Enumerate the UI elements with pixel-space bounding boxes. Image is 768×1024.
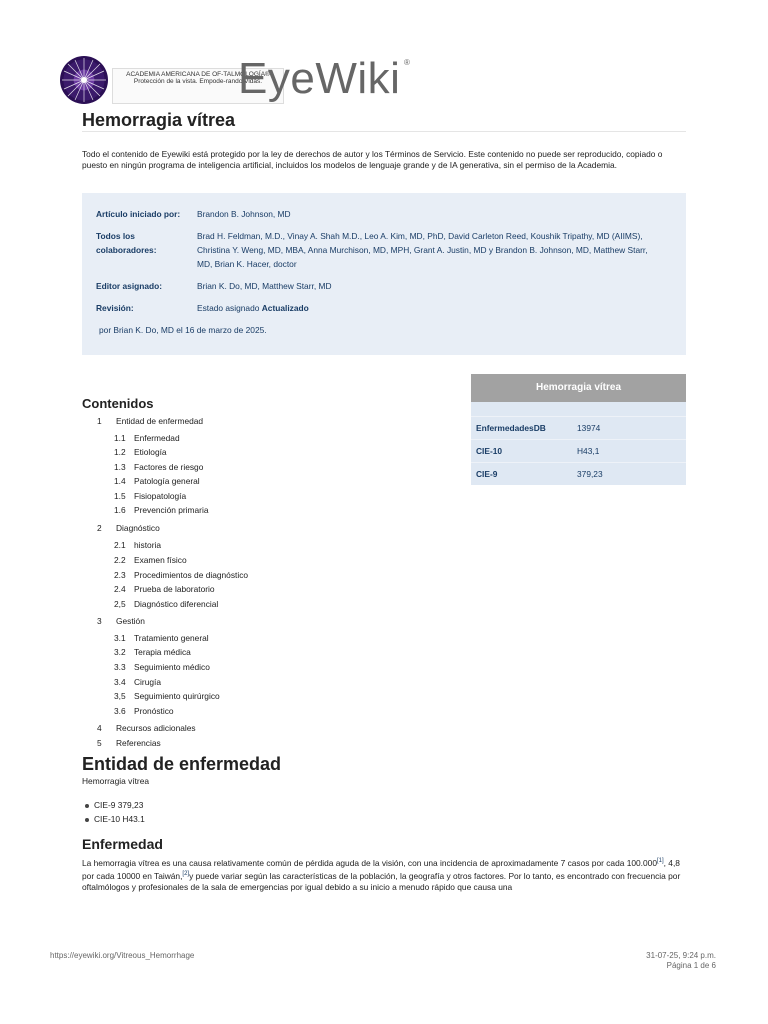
contributors-label: Todos los colaboradores:	[96, 231, 157, 255]
toc-item-number: 1.4	[114, 476, 126, 486]
paragraph-text: La hemorragia vítrea es una causa relativamente común de pérdida aguda de la visión, con una incidencia de aproximadamente 7 casos por cada 100.000	[82, 857, 657, 868]
infobox-value[interactable]: H43,1	[577, 446, 600, 456]
toc-item[interactable]	[97, 723, 196, 733]
academy-name: ACADEMIA AMERICANA DE OF-TALMOLOGÍA® Protección de la vista. Empode-rando Vidas.	[112, 68, 284, 104]
aao-eye-logo-icon[interactable]	[60, 56, 108, 104]
toc-item[interactable]	[114, 599, 218, 609]
infobox	[471, 374, 686, 485]
paragraph-text: y puede variar según las características de la población, la geografía y otros factores. Por lo tanto, es encontrado con frecuencia por oftalmólogos y profesionales de la sala de emergencias por igual debido a su inicio a menudo rápido que causa una	[82, 870, 681, 892]
toc-item-number: 3.3	[114, 662, 126, 672]
infobox-value[interactable]: 13974	[577, 423, 601, 433]
footer-date: 31-07-25, 9:24 p.m.	[646, 951, 716, 960]
reference-link[interactable]: [2]	[182, 871, 190, 877]
toc-item-label[interactable]: Enfermedad	[134, 433, 180, 443]
toc-item-number: 3,5	[114, 691, 126, 701]
toc-item-number: 1	[97, 416, 102, 426]
toc-item[interactable]	[114, 662, 210, 672]
contributors-value[interactable]: Brad H. Feldman, M.D., Vinay A. Shah M.D., Leo A. Kim, MD, PhD, David Carleton Reed, Koushik Tripathy, MD (AIIMS), Christina Y. Weng, MD, MBA, Anna Murchison, MD, MPH, Grant A. Justin, MD y Brandon B. Johnson, MD, Matthew Starr, MD, Brian K. Hacer, doctor	[197, 231, 648, 269]
toc-item-label[interactable]: Prueba de laboratorio	[134, 584, 215, 594]
review-value	[197, 301, 657, 323]
assigned-editor-label: Editor asignado:	[96, 281, 163, 291]
toc-item-label[interactable]: Examen físico	[134, 555, 187, 565]
toc-item-label[interactable]: Etiología	[134, 447, 167, 457]
toc-item-label[interactable]: historia	[134, 540, 161, 550]
toc-item-number: 2.4	[114, 584, 126, 594]
toc-item[interactable]	[114, 706, 174, 716]
toc-item-number: 3.6	[114, 706, 126, 716]
toc-item-label[interactable]: Seguimiento médico	[134, 662, 210, 672]
toc-item[interactable]	[114, 540, 161, 550]
page-title: Hemorragia vítrea	[82, 110, 236, 130]
toc-item-label[interactable]: Terapia médica	[134, 647, 191, 657]
toc-item-label[interactable]: Seguimiento quirúrgico	[134, 691, 220, 701]
started-by-label: Artículo iniciado por:	[96, 209, 181, 219]
toc-item-label[interactable]: Entidad de enfermedad	[116, 416, 204, 426]
toc-item[interactable]	[114, 462, 203, 472]
toc-item[interactable]	[114, 633, 209, 643]
toc-item[interactable]	[97, 616, 145, 626]
toc-item[interactable]	[114, 584, 215, 594]
infobox-key[interactable]: CIE-9	[476, 469, 498, 479]
toc-item-number: 3.4	[114, 677, 126, 687]
toc-item-number: 2.1	[114, 540, 126, 550]
footer-meta	[646, 951, 716, 971]
toc-item-number: 1.6	[114, 505, 126, 515]
infobox-row	[471, 439, 686, 462]
toc-item-label[interactable]: Diagnóstico diferencial	[134, 599, 219, 609]
toc-item-number: 2,5	[114, 599, 126, 609]
title-divider	[82, 131, 686, 132]
eyewiki-logo-text[interactable]: EyeWiki	[238, 54, 401, 103]
toc-item-label[interactable]: Cirugía	[134, 677, 161, 687]
toc-title: Contenidos	[82, 396, 154, 411]
toc-item-number: 2.2	[114, 555, 126, 565]
toc-item[interactable]	[114, 447, 167, 457]
list-item: CIE-9 379,23	[90, 800, 145, 814]
copyright-notice: Todo el contenido de Eyewiki está protegido por la ley de derechos de autor y los Términos de Servicio. Este contenido no puede ser reproducido, copiado o puesto en ningún programa de inteligencia artificial, incluidos los modelos de lenguaje grande y de IA generativa, sin el permiso de la Academia.	[82, 149, 663, 170]
infobox-key[interactable]: EnfermedadesDB	[476, 423, 546, 433]
toc-item-label[interactable]: Tratamiento general	[134, 633, 209, 643]
list-item: CIE-10 H43.1	[90, 814, 145, 828]
toc-item-label[interactable]: Gestión	[116, 616, 145, 626]
toc-item-number: 3.2	[114, 647, 126, 657]
toc-item-number: 1.1	[114, 433, 126, 443]
toc-item-number: 2	[97, 523, 102, 533]
toc-item-label[interactable]: Diagnóstico	[116, 523, 160, 533]
infobox-row	[471, 416, 686, 439]
paragraph-text: , 4,8 por cada 10000 en Taiwán,	[82, 857, 680, 881]
toc-item-number: 5	[97, 738, 102, 748]
toc-item[interactable]	[114, 491, 186, 501]
site-header	[60, 54, 680, 108]
toc-item-label[interactable]: Recursos adicionales	[116, 723, 196, 733]
infobox-row	[471, 462, 686, 485]
registered-mark: ®	[404, 58, 410, 67]
assigned-editor-value[interactable]: Brian K. Do, MD, Matthew Starr, MD	[197, 281, 332, 291]
toc-item-label[interactable]: Referencias	[116, 738, 161, 748]
footer-page-number: Página 1 de 6	[666, 961, 716, 970]
section-subtitle: Hemorragia vítrea	[82, 776, 150, 786]
toc-item-number: 4	[97, 723, 102, 733]
footer-url: https://eyewiki.org/Vitreous_Hemorrhage	[50, 951, 195, 960]
infobox-body	[471, 402, 686, 485]
toc-item-number: 2.3	[114, 570, 126, 580]
toc-item[interactable]	[114, 476, 200, 486]
toc-item[interactable]	[114, 555, 187, 565]
toc-item-number: 1.3	[114, 462, 126, 472]
toc-item-number: 1.2	[114, 447, 126, 457]
toc-item-label[interactable]: Procedimientos de diagnóstico	[134, 570, 249, 580]
toc-item[interactable]	[114, 505, 208, 515]
section-heading-disease: Enfermedad	[82, 836, 163, 852]
toc-item-number: 1.5	[114, 491, 126, 501]
code-list	[90, 800, 145, 828]
toc-item[interactable]	[114, 647, 191, 657]
toc-item-label[interactable]: Factores de riesgo	[134, 462, 204, 472]
toc-item-label[interactable]: Patología general	[134, 476, 200, 486]
reference-link[interactable]: [1]	[656, 858, 664, 864]
disease-paragraph	[82, 856, 688, 893]
toc-item[interactable]	[114, 570, 248, 580]
toc-item[interactable]	[97, 738, 161, 748]
toc-item-label[interactable]: Prevención primaria	[134, 505, 209, 515]
review-byline: por Brian K. Do, MD el 16 de marzo de 2025.	[99, 325, 267, 335]
infobox-title: Hemorragia vítrea	[471, 374, 686, 402]
article-credits-box	[82, 193, 686, 355]
toc-item[interactable]	[97, 523, 160, 533]
toc-item-label[interactable]: Fisiopatología	[134, 491, 187, 501]
started-by-value[interactable]: Brandon B. Johnson, MD	[197, 209, 291, 219]
section-heading-disease-entity: Entidad de enfermedad	[82, 754, 282, 774]
infobox-key[interactable]: CIE-10	[476, 446, 503, 456]
review-status-badge: Actualizado	[261, 303, 309, 313]
toc-item[interactable]	[114, 691, 220, 701]
toc-item[interactable]	[114, 677, 161, 687]
toc-item[interactable]	[97, 416, 203, 426]
review-label: Revisión:	[96, 303, 134, 313]
toc-item-number: 3.1	[114, 633, 126, 643]
infobox-value[interactable]: 379,23	[577, 469, 603, 479]
toc-item[interactable]	[114, 433, 180, 443]
toc-item-label[interactable]: Pronóstico	[134, 706, 174, 716]
toc-item-number: 3	[97, 616, 102, 626]
review-status-text: Estado asignado	[197, 303, 260, 313]
